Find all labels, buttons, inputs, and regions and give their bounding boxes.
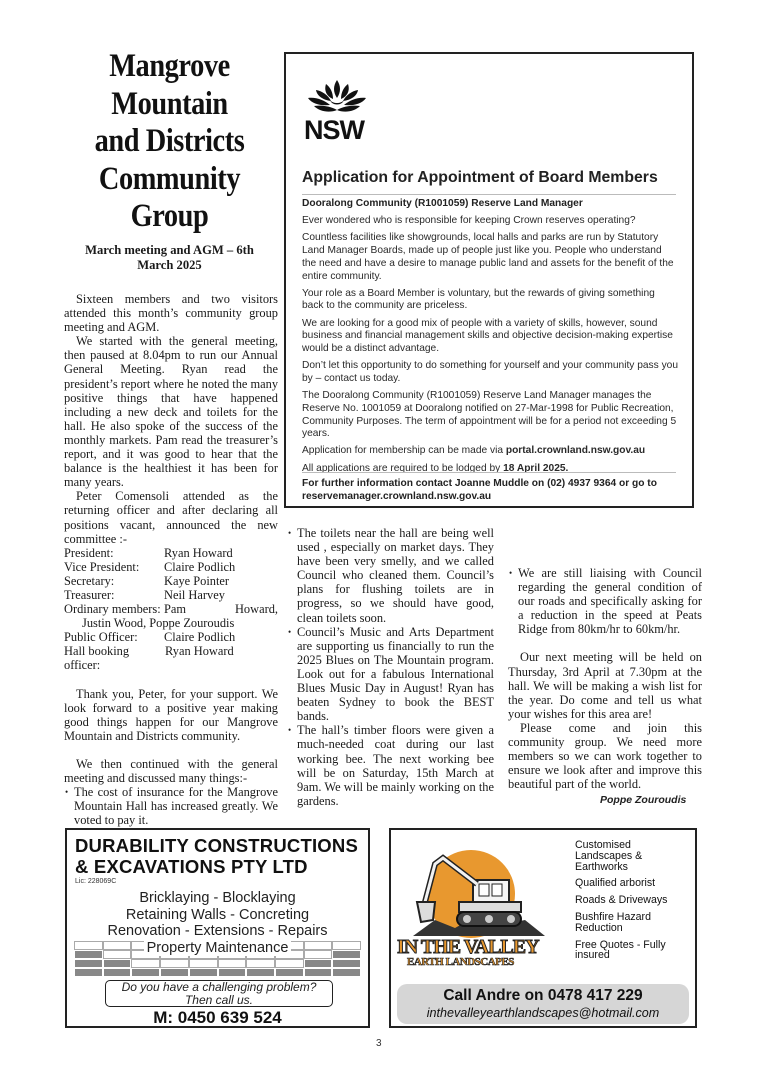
service-item: Customised Landscapes & Earthworks bbox=[575, 839, 643, 873]
committee-row bbox=[64, 644, 278, 672]
committee-continuation: Justin Wood, Poppe Zouroudis bbox=[82, 616, 235, 631]
bullet-text: The cost of insurance for the Mangrove Mountain Hall has increased greatly. We voted to pay it. bbox=[74, 785, 278, 828]
bullet-text: Council’s Music and Arts Department are supporting us financially to run the 2025 Blues on The Mountain program. Look out for a fabulous International Blues Music Day in August! Ryan has beaten Sydney to book the BEST bands. bbox=[297, 624, 494, 724]
notice-apply bbox=[302, 445, 678, 458]
committee-row bbox=[64, 574, 278, 588]
service-item: Free Quotes - Fully insured bbox=[575, 938, 666, 962]
page-number: 3 bbox=[376, 1038, 382, 1049]
notice-paragraph: We are looking for a good mix of people with a variety of skills, however, sound business and financial management skills and objective decision-making expertise would be a distinct advantage. bbox=[302, 317, 673, 355]
paragraph: Thank you, Peter, for your support. We look forward to a positive year making good things happen for our Mangrove Mountain and Districts community. bbox=[64, 686, 278, 743]
committee-name: Claire Podlich bbox=[164, 630, 236, 645]
divider bbox=[302, 472, 676, 473]
ad-services bbox=[67, 890, 368, 956]
ad-phone: M: 0450 639 524 bbox=[153, 1008, 282, 1027]
logo-subtitle: EARTH LANDSCAPES bbox=[407, 956, 514, 968]
paragraph: Peter Comensoli attended as the returning officer and after declaring all positions vacant, announced the new committee :- bbox=[64, 489, 278, 546]
author-signature: Poppe Zouroudis bbox=[600, 794, 687, 806]
committee-role: Hall booking officer: bbox=[64, 644, 130, 673]
deadline-text: All applications are required to be lodged by bbox=[302, 462, 504, 474]
bullet-item bbox=[287, 723, 494, 808]
title-line: Group bbox=[130, 198, 209, 234]
call-text: Call Andre on 0478 417 229 bbox=[443, 987, 643, 1004]
nsw-logo bbox=[304, 78, 374, 143]
licence-number: Lic: 228069C bbox=[75, 878, 117, 885]
committee-row bbox=[64, 546, 278, 560]
committee-name: Claire Podlich bbox=[164, 559, 236, 574]
notice-paragraph: Your role as a Board Member is voluntary, but the rewards of giving something back to the community are priceless. bbox=[302, 287, 655, 312]
notice-paragraph: Countless facilities like showgrounds, local halls and parks are run by Statutory Land Manager Boards, made up of people just like you. People who understand the need and have a desire to manage public land and assets for the benefit of the entire community. bbox=[302, 232, 674, 282]
committee-role: Vice President: bbox=[64, 559, 140, 574]
service-item: Bushfire Hazard Reduction bbox=[575, 910, 651, 934]
question-line: Then call us. bbox=[184, 992, 254, 1007]
paragraph: Please come and join this community group. We need more members so we can work together to ensure we look after and improve this beautiful part of the world. bbox=[508, 720, 702, 792]
committee-role: Public Officer: bbox=[64, 630, 138, 645]
service-item: Roads & Driveways bbox=[575, 894, 668, 907]
company-name-line: DURABILITY CONSTRUCTIONS bbox=[75, 835, 358, 856]
service-line: Bricklaying - Blocklaying bbox=[139, 890, 296, 906]
title-line: Mangrove bbox=[109, 48, 230, 84]
email-link[interactable]: inthevalleyearthlandscapes@hotmail.com bbox=[426, 1006, 660, 1020]
bullet-item bbox=[287, 526, 494, 625]
committee-row bbox=[64, 630, 278, 644]
bullet-text: We are still liaising with Council regarding the general condition of our roads and specifically asking for a reduction in the speed at Peats Ridge from 80km/hr to 60km/hr. bbox=[518, 566, 702, 637]
paragraph: We started with the general meeting, then paused at 8.04pm to run our Annual General Meeting. Ryan read the president’s report where he noted the many positive things that have happened including a new deck and toilets for the hall. He also spoke of the success of the monthly markets. Pam read the treasurer’s report, and it was good to hear that the balance is the healthiest it has been for many years. bbox=[64, 334, 279, 490]
committee-name: Ryan Howard bbox=[164, 545, 233, 560]
logo-title: IN THE VALLEY bbox=[397, 936, 539, 958]
notice-paragraph: Don’t let this opportunity to do something for yourself and your community pass you by – contact us today. bbox=[302, 360, 678, 384]
nsw-notice-box bbox=[284, 52, 694, 508]
committee-row bbox=[64, 602, 278, 616]
service-line: Renovation - Extensions - Repairs bbox=[107, 923, 328, 939]
notice-deadline bbox=[302, 463, 678, 476]
notice-contact: For further information contact Joanne Muddle on (02) 4937 9364 or go to reservemanager.crownland.nsw.gov.au bbox=[302, 478, 657, 502]
committee-name: Ryan Howard bbox=[165, 644, 234, 659]
committee-name: Neil Harvey bbox=[164, 587, 225, 602]
ad-services bbox=[575, 840, 685, 967]
title-line: and Districts bbox=[94, 123, 245, 159]
ad-in-the-valley bbox=[389, 828, 697, 1028]
subtitle-line: March 2025 bbox=[137, 258, 202, 272]
nsw-wordmark: NSW bbox=[304, 115, 364, 145]
service-item: Qualified arborist bbox=[575, 877, 656, 890]
notice-heading: Application for Appointment of Board Members bbox=[302, 169, 658, 186]
notice-subheading: Dooralong Community (R1001059) Reserve Land Manager bbox=[302, 198, 583, 209]
committee-role: Secretary: bbox=[64, 573, 115, 588]
service-line: Retaining Walls - Concreting bbox=[125, 906, 310, 923]
committee-role: Treasurer: bbox=[64, 587, 115, 602]
bullet-item bbox=[508, 566, 702, 636]
article-column-3 bbox=[508, 566, 702, 791]
bullet-item bbox=[64, 785, 278, 827]
notice-paragraph: The Dooralong Community (R1001059) Reserve Land Manager manages the Reserve No. 1001059 at Dooralong notified on 27-Mar-1998 for Public Recreation, Community Purposes. The term of appointment will be for a period not exceeding 5 years. bbox=[302, 390, 677, 440]
portal-link[interactable]: portal.crownland.nsw.gov.au bbox=[505, 445, 646, 457]
in-the-valley-logo bbox=[395, 840, 555, 970]
committee-name: Pam Howard, bbox=[164, 602, 278, 617]
title-line: Community bbox=[98, 160, 241, 197]
ad-call-banner bbox=[397, 984, 689, 1024]
company-name-line: & EXCAVATIONS PTY LTD bbox=[75, 856, 308, 877]
paragraph: Our next meeting will be held on Thursday, 3rd April at 7.30pm at the hall. We will be making a wish list for the year. Do come and tell us what your wishes for this area are! bbox=[508, 650, 702, 721]
committee-row bbox=[64, 588, 278, 602]
article-column-1 bbox=[64, 292, 278, 827]
committee-row bbox=[64, 560, 278, 574]
notice-body bbox=[302, 198, 678, 480]
ad-company-name bbox=[75, 835, 358, 877]
committee-role: President: bbox=[64, 545, 114, 560]
apply-text: Application for membership can be made via bbox=[302, 445, 506, 457]
bullet-text: The toilets near the hall are being well used , especially on market days. They have been very smelly, and we called Council who cleaned them. Council’s plans for flushing toilets are in progress, so we should have good, clean toilets soon. bbox=[297, 526, 494, 625]
question-line: Do you have a challenging problem? bbox=[121, 980, 317, 994]
paragraph: We then continued with the general meeting and discussed many things:- bbox=[64, 756, 278, 785]
divider bbox=[302, 194, 676, 195]
bullet-text: The hall’s timber floors were given a much-needed coat during our last working bee. The next working bee will be on Saturday, 15th March at 9am. We will be mainly working on the gardens. bbox=[297, 723, 494, 808]
ad-question-box bbox=[105, 980, 333, 1007]
bullet-list bbox=[287, 526, 494, 808]
committee-name: Kaye Pointer bbox=[164, 573, 230, 588]
committee-role: Ordinary members: bbox=[64, 602, 161, 617]
bullet-list bbox=[64, 785, 278, 827]
subtitle-line: March meeting and AGM – 6th bbox=[85, 243, 254, 257]
committee-list bbox=[64, 546, 278, 673]
title-line: Mountain bbox=[111, 85, 228, 122]
article-title bbox=[77, 48, 262, 236]
service-line: Property Maintenance bbox=[144, 940, 292, 957]
article-subtitle bbox=[62, 243, 277, 273]
article-column-2 bbox=[287, 526, 494, 808]
bullet-item bbox=[287, 625, 494, 724]
waratah-flower-icon bbox=[304, 78, 370, 114]
ad-durability-constructions bbox=[65, 828, 370, 1028]
bullet-list bbox=[508, 566, 702, 636]
notice-paragraph: Ever wondered who is responsible for keeping Crown reserves operating? bbox=[302, 215, 636, 227]
paragraph: Sixteen members and two visitors attended this month’s community group meeting and AGM. bbox=[64, 292, 278, 335]
deadline-date: 18 April 2025. bbox=[503, 462, 569, 474]
